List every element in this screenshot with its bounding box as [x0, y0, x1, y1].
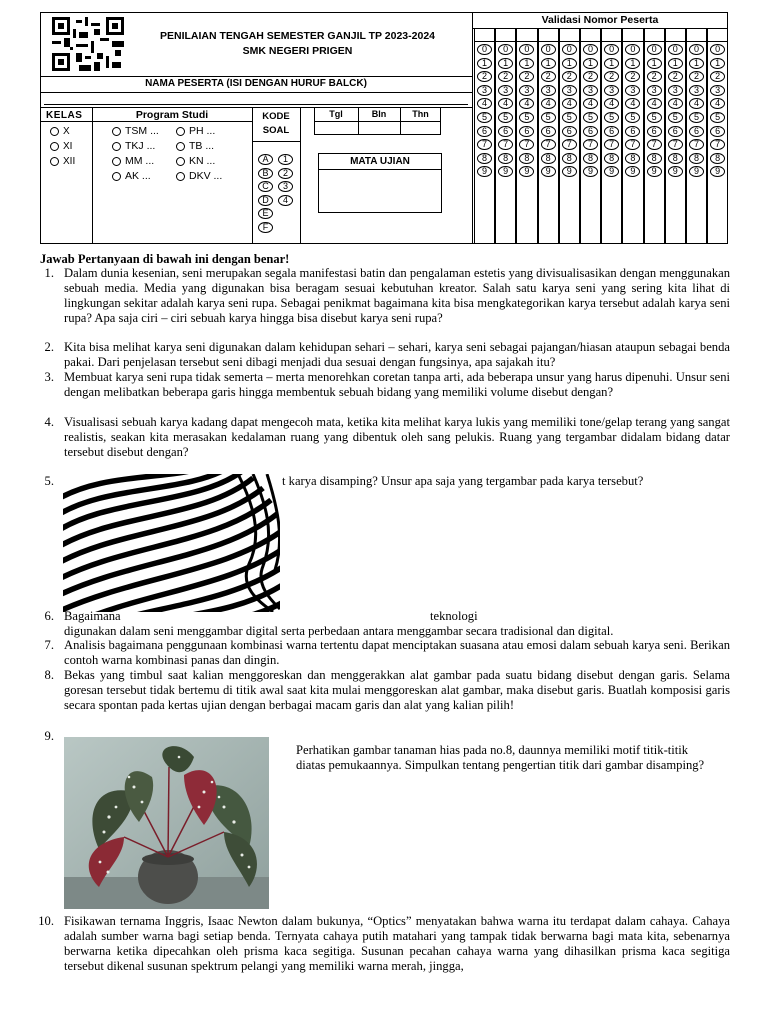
digit-entry-box[interactable]	[474, 28, 495, 42]
kode-label: KODE SOAL	[262, 111, 290, 136]
divider	[472, 12, 473, 244]
digit-bubble[interactable]: 8	[625, 153, 640, 164]
digit-bubble[interactable]: 4	[604, 98, 619, 109]
digit-bubble[interactable]: 7	[583, 139, 598, 150]
digit-entry-box[interactable]	[665, 28, 686, 42]
date-label-tgl: Tgl	[329, 109, 343, 119]
question-6-text-b: teknologi	[430, 609, 478, 623]
op-art-image	[63, 474, 280, 612]
digit-bubble[interactable]: 9	[710, 166, 725, 177]
digit-bubble[interactable]: 0	[604, 44, 619, 55]
program-option[interactable]: DKV ...	[176, 169, 222, 184]
question-2: 2. Kita bisa melihat karya seni digunakan dalam kehidupan sehari – sehari, karya seni sebagai pajangan/hiasan ataupun sebagai benda pakai. Dari penjelasan tersebut seni dibagi menjadi dua sesuai dengan fungsinya, apa sajakah itu?	[44, 340, 730, 369]
digit-bubble[interactable]: 8	[689, 153, 704, 164]
kode-number-bubble[interactable]: 2	[278, 168, 293, 179]
divider	[40, 92, 472, 93]
name-label: NAMA PESERTA (ISI DENGAN HURUF BALCK)	[145, 78, 367, 89]
kode-letter-bubble[interactable]: D	[258, 195, 273, 206]
digit-bubble[interactable]: 4	[647, 98, 662, 109]
kode-letter-bubble[interactable]: A	[258, 154, 273, 165]
question-9-text: Perhatikan gambar tanaman hias pada no.8, daunnya memiliki motif titik-titik diatas pemukaannya. Simpulkan tentang pengertian titik dari gambar disamping?	[296, 743, 705, 772]
digit-bubble[interactable]: 1	[668, 58, 683, 69]
question-5-text: t karya disamping? Unsur apa saja yang tergambar pada karya tersebut?	[282, 474, 644, 488]
digit-bubble[interactable]: 4	[562, 98, 577, 109]
school-name: SMK NEGERI PRIGEN	[242, 45, 353, 57]
digit-entry-box[interactable]	[538, 28, 559, 42]
digit-bubble[interactable]: 5	[647, 112, 662, 123]
digit-bubble[interactable]: 0	[498, 44, 513, 55]
program-option[interactable]: PH ...	[176, 124, 222, 139]
subject-input[interactable]	[320, 171, 440, 211]
digit-bubble[interactable]: 4	[519, 98, 534, 109]
digit-bubble[interactable]: 4	[477, 98, 492, 109]
digit-bubble[interactable]: 8	[477, 153, 492, 164]
divider	[300, 107, 301, 244]
digit-bubble[interactable]: 0	[647, 44, 662, 55]
digit-bubble[interactable]: 3	[583, 85, 598, 96]
digit-bubble[interactable]: 1	[477, 58, 492, 69]
digit-bubble[interactable]: 9	[562, 166, 577, 177]
program-option[interactable]: AK ...	[112, 169, 159, 184]
kode-letter-bubble[interactable]: B	[258, 168, 273, 179]
digit-bubble[interactable]: 6	[477, 126, 492, 137]
digit-bubble[interactable]: 2	[710, 71, 725, 82]
digit-bubble[interactable]: 4	[625, 98, 640, 109]
question-8: 8. Bekas yang timbul saat kalian menggoreskan dan menggerakkan alat gambar pada suatu bidang disebut dengan garis. Selama goresan tersebut tidak bertemu di titik awal saat kita mulai menggoreskan alat gambar, maka disebut garis. Buatlah komposisi garis secara spontan pada kertas ujian dengan berbagai macam garis dan alat yang kalian pilih!	[44, 668, 730, 712]
program-options-col2	[176, 124, 222, 184]
digit-bubble[interactable]: 8	[710, 153, 725, 164]
digit-bubble[interactable]: 1	[647, 58, 662, 69]
digit-bubble[interactable]: 7	[604, 139, 619, 150]
digit-bubble[interactable]: 7	[625, 139, 640, 150]
digit-bubble[interactable]: 4	[541, 98, 556, 109]
divider	[40, 121, 92, 122]
class-option-xii[interactable]: XII	[50, 154, 75, 169]
digit-bubble[interactable]: 0	[519, 44, 534, 55]
digit-bubble[interactable]: 4	[498, 98, 513, 109]
divider	[252, 141, 300, 142]
digit-bubble[interactable]: 2	[541, 71, 556, 82]
question-6-text-c: digunakan dalam seni menggambar digital serta perbedaan antara menggambar secara tradisional dan digital.	[64, 624, 614, 638]
date-label-thn: Thn	[412, 109, 429, 119]
digit-bubble[interactable]: 5	[519, 112, 534, 123]
digit-bubble[interactable]: 5	[541, 112, 556, 123]
digit-bubble[interactable]: 7	[710, 139, 725, 150]
digit-bubble[interactable]: 7	[519, 139, 534, 150]
question-4: 4. Visualisasi sebuah karya kadang dapat mengecoh mata, ketika kita melihat karya lukis yang memiliki tone/gelap terang yang sangat realistis, seakan kita merasakan kedalaman ruang yang dibentuk oleh sang pelukis. Ruang yang tergambar didalam bidang datar tersebut disebut dengan?	[44, 415, 730, 459]
digit-bubble[interactable]: 2	[604, 71, 619, 82]
question-5-number: 5.	[44, 474, 54, 488]
class-option-x[interactable]: X	[50, 124, 75, 139]
subject-label: MATA UJIAN	[350, 156, 410, 167]
digit-bubble[interactable]: 1	[498, 58, 513, 69]
instruction: Jawab Pertanyaan di bawah ini dengan benar!	[40, 252, 290, 266]
kode-number-bubble[interactable]: 4	[278, 195, 293, 206]
digit-bubble[interactable]: 5	[604, 112, 619, 123]
digit-entry-box[interactable]	[516, 28, 537, 42]
kode-letter-bubble[interactable]: F	[258, 222, 273, 233]
digit-bubble[interactable]: 3	[604, 85, 619, 96]
digit-bubble[interactable]: 8	[562, 153, 577, 164]
digit-bubble[interactable]: 3	[625, 85, 640, 96]
digit-bubble[interactable]: 4	[710, 98, 725, 109]
digit-bubble[interactable]: 7	[498, 139, 513, 150]
digit-bubble[interactable]: 0	[668, 44, 683, 55]
digit-bubble[interactable]: 6	[562, 126, 577, 137]
digit-bubble[interactable]: 0	[541, 44, 556, 55]
digit-bubble[interactable]: 0	[710, 44, 725, 55]
digit-entry-box[interactable]	[495, 28, 516, 42]
digit-bubble[interactable]: 7	[647, 139, 662, 150]
digit-bubble[interactable]: 5	[498, 112, 513, 123]
digit-bubble[interactable]: 6	[647, 126, 662, 137]
digit-entry-box[interactable]	[580, 28, 601, 42]
digit-bubble[interactable]: 7	[541, 139, 556, 150]
digit-bubble[interactable]: 9	[668, 166, 683, 177]
digit-bubble[interactable]: 0	[625, 44, 640, 55]
digit-bubble[interactable]: 8	[583, 153, 598, 164]
digit-bubble[interactable]: 6	[583, 126, 598, 137]
digit-bubble[interactable]: 0	[477, 44, 492, 55]
divider	[92, 107, 93, 244]
digit-bubble[interactable]: 9	[604, 166, 619, 177]
digit-bubble[interactable]: 3	[519, 85, 534, 96]
digit-bubble[interactable]: 8	[647, 153, 662, 164]
digit-bubble[interactable]: 2	[562, 71, 577, 82]
program-options-col1	[112, 124, 159, 184]
program-option[interactable]: TB ...	[176, 139, 222, 154]
digit-entry-box[interactable]	[559, 28, 580, 42]
digit-bubble[interactable]: 5	[668, 112, 683, 123]
digit-bubble[interactable]: 0	[583, 44, 598, 55]
digit-bubble[interactable]: 1	[625, 58, 640, 69]
question-10: 10. Fisikawan ternama Inggris, Isaac Newton dalam bukunya, “Optics” menyatakan bahwa warna itu terdapat dalam cahaya. Cahaya adalah sumber warna bagi setiap benda. Ternyata cahaya putih matahari yang tampak tidak berwarna bagi mata kita, sebenarnya berwarna ketika dipecahkan oleh prisma kaca segitiga. Susunan pecahan cahaya warna yang dihasilkan prisma kaca segitiga tersebut dikenal susunan spektrum pelangi yang memiliki warna merah, jingga,	[38, 914, 730, 973]
digit-bubble[interactable]: 6	[668, 126, 683, 137]
digit-entry-box[interactable]	[644, 28, 665, 42]
digit-bubble[interactable]: 5	[710, 112, 725, 123]
digit-bubble[interactable]: 6	[519, 126, 534, 137]
digit-bubble[interactable]: 8	[604, 153, 619, 164]
class-label: KELAS	[46, 110, 83, 121]
digit-bubble[interactable]: 3	[477, 85, 492, 96]
digit-bubble[interactable]: 4	[689, 98, 704, 109]
digit-bubble[interactable]: 6	[604, 126, 619, 137]
program-label: Program Studi	[135, 109, 209, 121]
program-option[interactable]: TKJ ...	[112, 139, 159, 154]
digit-bubble[interactable]: 1	[519, 58, 534, 69]
digit-bubble[interactable]: 3	[710, 85, 725, 96]
digit-bubble[interactable]: 2	[498, 71, 513, 82]
digit-bubble[interactable]: 5	[477, 112, 492, 123]
digit-bubble[interactable]: 1	[710, 58, 725, 69]
validation-title: Validasi Nomor Peserta	[541, 14, 659, 26]
digit-bubble[interactable]: 8	[519, 153, 534, 164]
digit-bubble[interactable]: 4	[583, 98, 598, 109]
digit-bubble[interactable]: 7	[689, 139, 704, 150]
digit-entry-box[interactable]	[686, 28, 707, 42]
digit-bubble[interactable]: 1	[689, 58, 704, 69]
digit-bubble[interactable]: 3	[668, 85, 683, 96]
class-options	[50, 124, 75, 169]
digit-bubble[interactable]: 3	[647, 85, 662, 96]
digit-bubble[interactable]: 1	[562, 58, 577, 69]
digit-bubble[interactable]: 1	[541, 58, 556, 69]
digit-bubble[interactable]: 0	[562, 44, 577, 55]
program-option[interactable]: MM ...	[112, 154, 159, 169]
program-option[interactable]: TSM ...	[112, 124, 159, 139]
digit-bubble[interactable]: 3	[562, 85, 577, 96]
digit-bubble[interactable]: 7	[562, 139, 577, 150]
kode-letter-bubble[interactable]: C	[258, 181, 273, 192]
question-3: 3. Membuat karya seni rupa tidak semerta – merta menorehkan coretan tanpa arti, ada beberapa unsur yang harus dipenuhi. Unsur seni dengan melibatkan beberapa garis hingga membentuk sebuah bidang yang memiliki volume disebut dengan?	[44, 370, 730, 399]
plant-photo	[64, 737, 269, 909]
digit-bubble[interactable]: 5	[562, 112, 577, 123]
program-option[interactable]: KN ...	[176, 154, 222, 169]
digit-bubble[interactable]: 9	[583, 166, 598, 177]
digit-bubble[interactable]: 2	[625, 71, 640, 82]
digit-bubble[interactable]: 6	[689, 126, 704, 137]
digit-bubble[interactable]: 0	[689, 44, 704, 55]
question-6-text-a: Bagaimana	[64, 609, 121, 623]
digit-bubble[interactable]: 7	[477, 139, 492, 150]
digit-bubble[interactable]: 4	[668, 98, 683, 109]
digit-bubble[interactable]: 6	[498, 126, 513, 137]
digit-bubble[interactable]: 8	[541, 153, 556, 164]
name-input[interactable]	[44, 95, 468, 105]
digit-bubble[interactable]: 9	[625, 166, 640, 177]
digit-bubble[interactable]: 8	[668, 153, 683, 164]
digit-bubble[interactable]: 9	[689, 166, 704, 177]
digit-bubble[interactable]: 3	[689, 85, 704, 96]
digit-bubble[interactable]: 7	[668, 139, 683, 150]
digit-entry-box[interactable]	[707, 28, 728, 42]
digit-bubble[interactable]: 1	[604, 58, 619, 69]
exam-title: PENILAIAN TENGAH SEMESTER GANJIL TP 2023-2024	[159, 30, 436, 42]
digit-bubble[interactable]: 9	[477, 166, 492, 177]
digit-bubble[interactable]: 5	[625, 112, 640, 123]
divider	[314, 121, 441, 122]
digit-bubble[interactable]: 9	[498, 166, 513, 177]
kode-letter-bubble[interactable]: E	[258, 208, 273, 219]
divider	[92, 121, 252, 122]
digit-bubble[interactable]: 1	[583, 58, 598, 69]
kode-number-bubble[interactable]: 3	[278, 181, 293, 192]
class-option-xi[interactable]: XI	[50, 139, 75, 154]
digit-bubble[interactable]: 9	[647, 166, 662, 177]
question-9-number: 9.	[44, 729, 54, 743]
digit-bubble[interactable]: 9	[519, 166, 534, 177]
digit-bubble[interactable]: 9	[541, 166, 556, 177]
digit-entry-box[interactable]	[601, 28, 622, 42]
digit-bubble[interactable]: 2	[519, 71, 534, 82]
digit-bubble[interactable]: 3	[498, 85, 513, 96]
digit-bubble[interactable]: 6	[625, 126, 640, 137]
digit-bubble[interactable]: 6	[710, 126, 725, 137]
divider	[318, 169, 442, 170]
digit-bubble[interactable]: 5	[583, 112, 598, 123]
qr-code-icon	[52, 17, 124, 71]
digit-bubble[interactable]: 2	[583, 71, 598, 82]
divider	[40, 76, 472, 77]
question-6-number: 6.	[44, 609, 54, 623]
question-1: 1. Dalam dunia kesenian, seni merupakan segala manifestasi batin dan pengalaman estetis yang divisualisasikan dengan menggunakan sebuah media. Media yang digunakan bisa beragam sesuai kebutuhan kreator. Salah satu karya seni yang sering kita lihat di lingkungan sekitar adalah karya seni rupa. Sebagai penikmat bagaimana kita bisa mengkategorikan karya tersebut adalah karya seni rupa? Apa saja ciri – ciri sebuah karya hingga bisa disebut karya seni rupa?	[44, 266, 730, 325]
digit-bubble[interactable]: 2	[477, 71, 492, 82]
date-label-bln: Bln	[371, 109, 387, 119]
kode-number-bubble[interactable]: 1	[278, 154, 293, 165]
digit-bubble[interactable]: 6	[541, 126, 556, 137]
digit-bubble[interactable]: 2	[668, 71, 683, 82]
digit-bubble[interactable]: 2	[647, 71, 662, 82]
digit-bubble[interactable]: 2	[689, 71, 704, 82]
digit-bubble[interactable]: 5	[689, 112, 704, 123]
digit-bubble[interactable]: 8	[498, 153, 513, 164]
question-7: 7. Analisis bagaimana penggunaan kombinasi warna tertentu dapat menciptakan suasana atau emosi dalam sebuah karya seni. Berikan contoh warna kombinasi panas dan dingin.	[44, 638, 730, 667]
digit-bubble[interactable]: 3	[541, 85, 556, 96]
digit-entry-box[interactable]	[622, 28, 643, 42]
